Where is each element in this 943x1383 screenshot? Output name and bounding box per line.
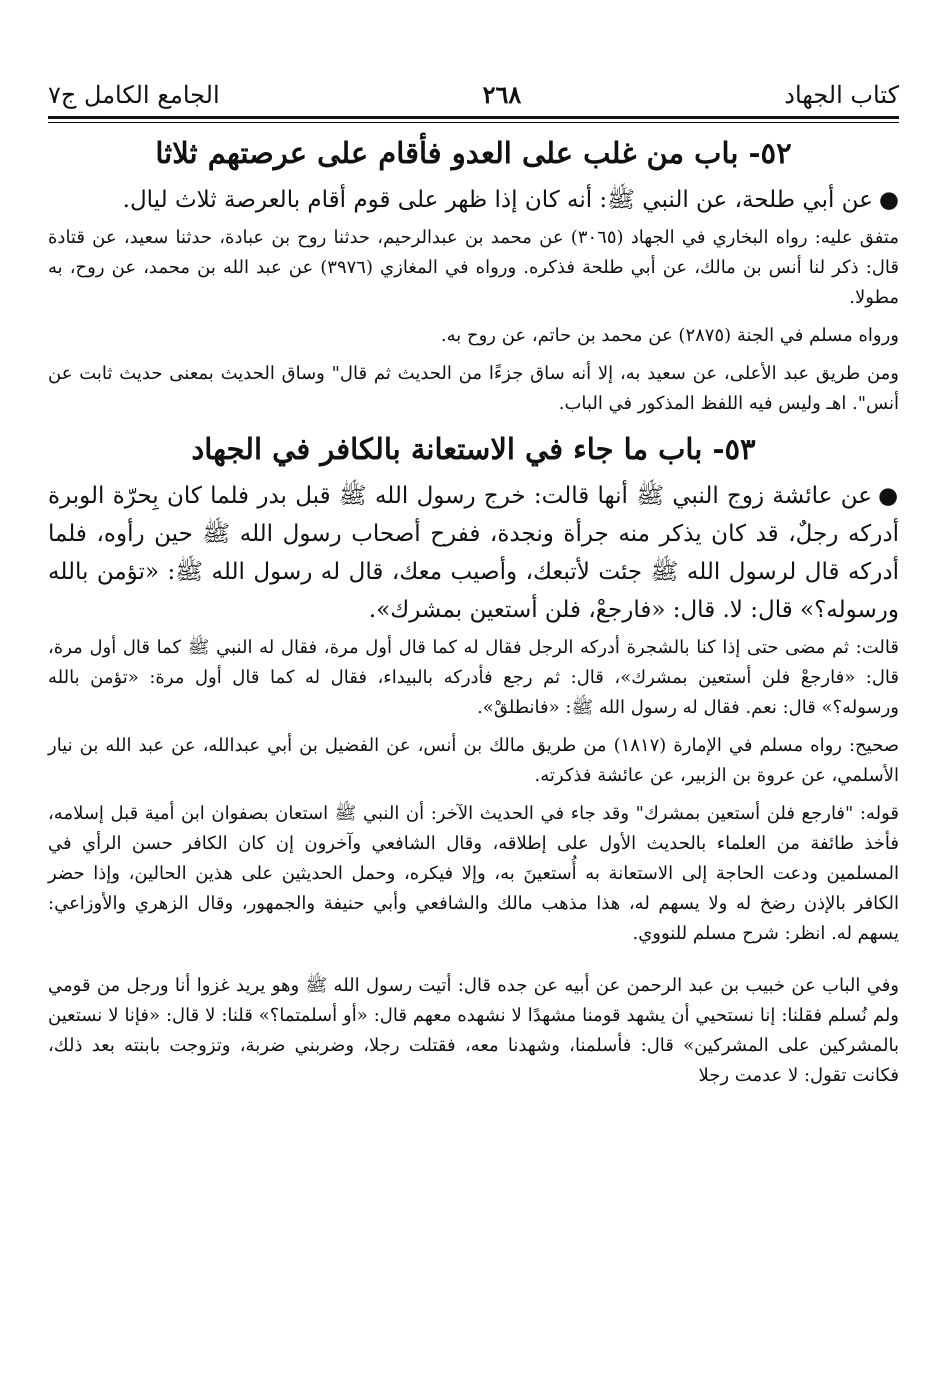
header-rule-thick [48, 116, 899, 119]
header-volume: الجامع الكامل ج٧ [48, 81, 220, 109]
chapter-52-note-3: ومن طريق عبد الأعلى، عن سعيد به، إلا أنه ساق جزءًا من الحديث ثم قال" وساق الحديث بمعنى حديث ثابت عن أنس". اهـ وليس فيه اللفظ المذكور في الباب. [48, 363, 899, 414]
chapter-52-note-1: متفق عليه: رواه البخاري في الجهاد (٣٠٦٥) عن محمد بن عبدالرحيم، حدثنا روح بن عبادة، حدثنا سعيد، عن قتادة قال: ذكر لنا أنس بن مالك، عن أبي طلحة فذكره. ورواه في المغازي (٣٩٧٦) عن عبد الله بن محمد، عن روح، به مطولا. [48, 227, 899, 308]
chapter-53-note-4: وفي الباب عن خبيب بن عبد الرحمن عن أبيه عن جده قال: أتيت رسول الله ﷺ وهو يريد غزوا أنا ورجل من قومي ولم نُسلم فقلنا: إنا نستحيي أن يشهد قومنا مشهدًا لا نشهده معهم قال: «أو أسلمتما؟» قلنا: لا قال: «فإنا لا نستعين بالمشركين على المشركين» قال: فأسلمنا، وشهدنا معه، فقتلت رجلا، وضربني ضربة، وتزوجت بابنته بعد ذلك، فكانت تقول: لا عدمت رجلا [48, 975, 899, 1086]
chapter-53-note-2: صحيح: رواه مسلم في الإمارة (١٨١٧) من طريق مالك بن أنس، عن الفضيل بن أبي عبدالله، عن عبد الله بن نيار الأسلمي، عن عروة بن الزبير، عن عائشة فذكرته. [48, 735, 899, 786]
chapter-53-title: ٥٣- باب ما جاء في الاستعانة بالكافر في الجهاد [191, 432, 756, 466]
page-number: ٢٦٨ [482, 80, 522, 109]
chapter-53-note-1: قالت: ثم مضى حتى إذا كنا بالشجرة أدركه الرجل فقال له كما قال أول مرة، فقال له النبي ﷺ كما قال أول مرة، قال: «فارجعْ فلن أستعين بمشرك»، قال: ثم رجع فأدركه بالبيداء، فقال له كما قال أول مرة: «تؤمن بالله ورسوله؟» قال: نعم. فقال له رسول الله ﷺ: «فانطلقْ». [48, 637, 899, 718]
chapter-52-note-2: ورواه مسلم في الجنة (٢٨٧٥) عن محمد بن حاتم، عن روح به. [440, 325, 899, 346]
bullet-icon: ● [878, 187, 899, 213]
chapter-52-title: ٥٢- باب من غلب على العدو فأقام على عرصتهم ثلاثا [155, 136, 792, 170]
chapter-53-hadith [48, 477, 899, 629]
header-book-chapter: كتاب الجهاد [784, 81, 899, 109]
bullet-icon: ● [877, 483, 899, 509]
chapter-52-hadith-text: عن أبي طلحة، عن النبي ﷺ: أنه كان إذا ظهر على قوم أقام بالعرصة ثلاث ليال. [122, 187, 873, 213]
header-rule-thin [48, 122, 899, 123]
chapter-53-note-3: قوله: "فارجع فلن أستعين بمشرك" وقد جاء في الحديث الآخر: أن النبي ﷺ استعان بصفوان ابن أمية قبل إسلامه، فأخذ طائفة من العلماء بالحديث الأول على إطلاقه، وقال الشافعي وآخرون إن كان الكافر حسن الرأي في المسلمين ودعت الحاجة إلى الاستعانة به أُستعينَ به، وإلا فيكره، وحمل الحديثين على هذين الحالين، وإذا حضر الكافر بالإذن رضخ له ولا يسهم له، هذا مذهب مالك والشافعي وأبي حنيفة والجمهور، وقال الزهري والأوزاعي: يسهم له. انظر: شرح مسلم للنووي. [48, 803, 899, 944]
spacer [48, 957, 899, 967]
chapter-52-hadith [48, 181, 899, 219]
chapter-53-hadith-text: عن عائشة زوج النبي ﷺ أنها قالت: خرج رسول الله ﷺ قبل بدر فلما كان بِحرّة الوبرة أدركه رجلٌ، قد كان يذكر منه جرأة ونجدة، ففرح أصحاب رسول الله ﷺ حين رأوه، فلما أدركه قال لرسول الله ﷺ جئت لأتبعك، وأصيب معك، قال له رسول الله ﷺ: «تؤمن بالله ورسوله؟» قال: لا. قال: «فارجعْ، فلن أستعين بمشرك». [48, 483, 899, 623]
running-header [48, 70, 899, 112]
